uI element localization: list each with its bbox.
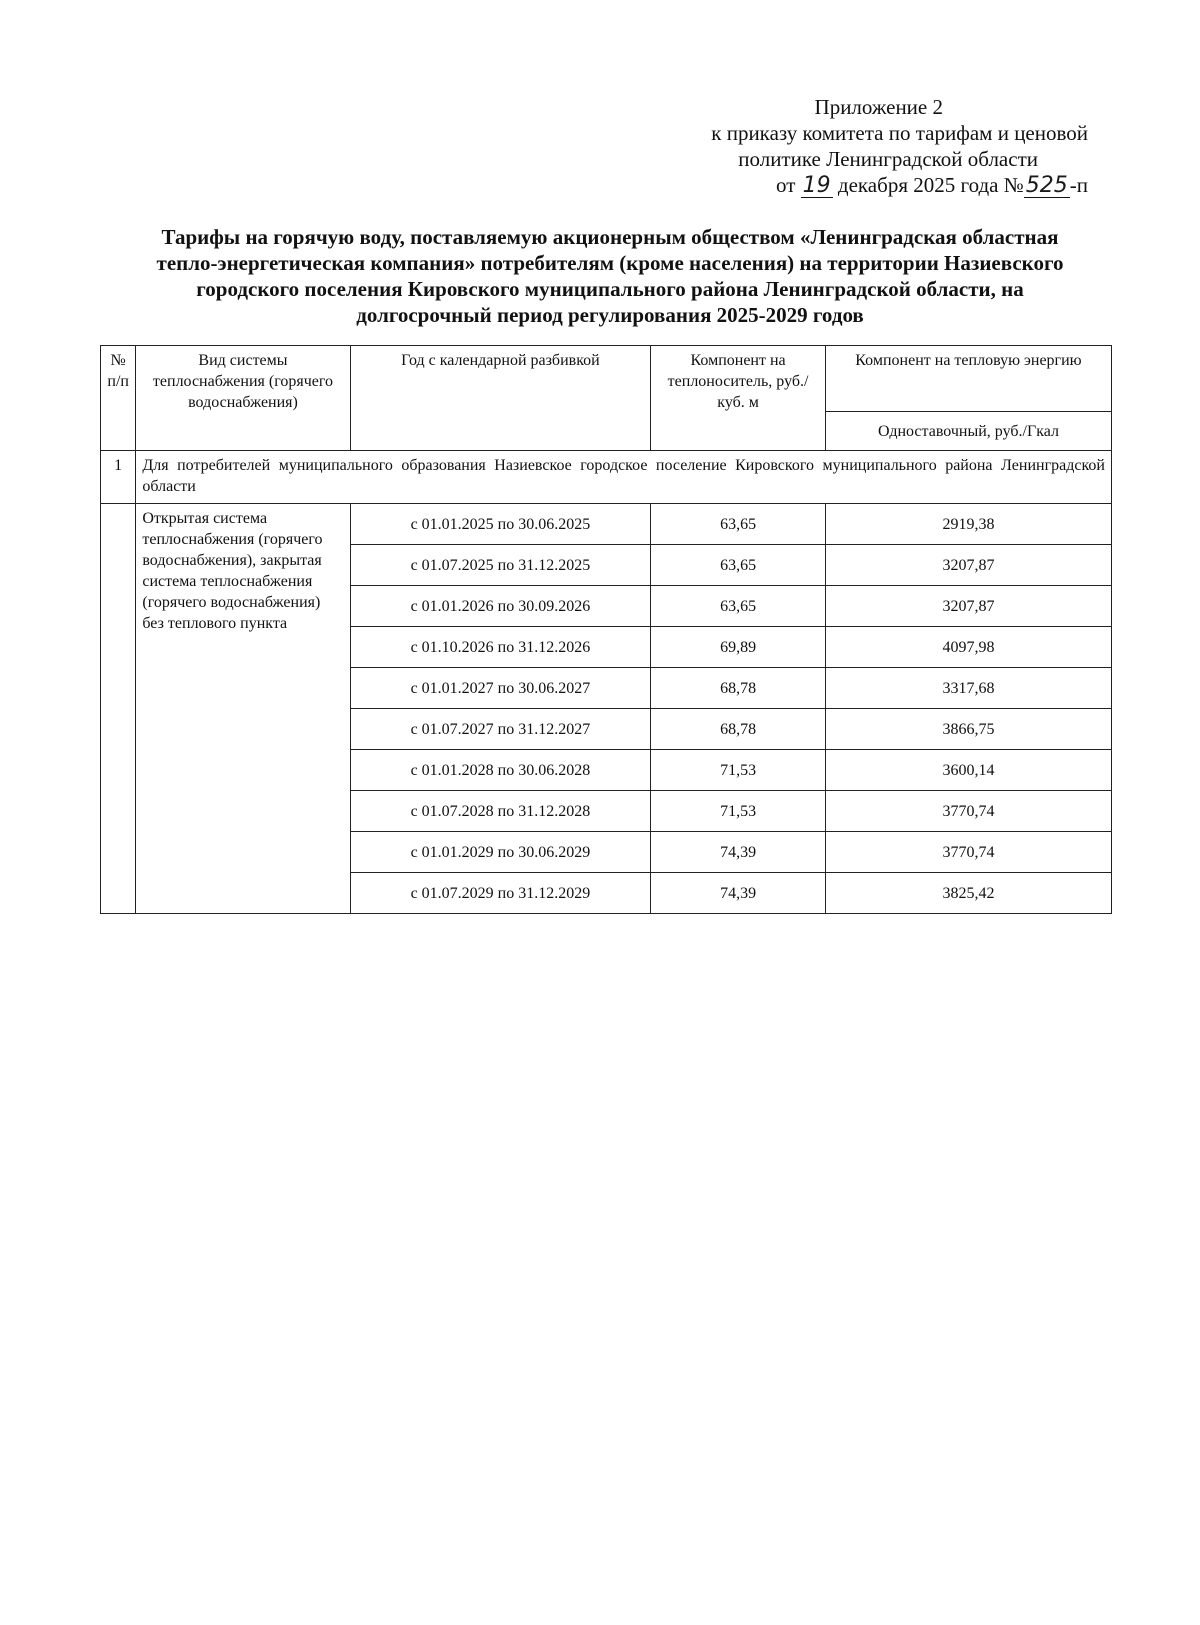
row-number-empty (101, 504, 136, 914)
header-system: Вид системы теплоснабжения (горячего водоснабжения) (136, 346, 350, 451)
period-cell: с 01.07.2028 по 31.12.2028 (350, 791, 651, 832)
carrier-cell: 71,53 (651, 750, 826, 791)
period-cell: с 01.07.2025 по 31.12.2025 (350, 545, 651, 586)
energy-cell: 4097,98 (825, 627, 1111, 668)
carrier-cell: 74,39 (651, 873, 826, 914)
group-description: Для потребителей муниципального образования Назиевское городское поселение Кировского муниципального района Ленинградской области (136, 451, 1112, 504)
carrier-cell: 68,78 (651, 709, 826, 750)
order-suffix: -п (1069, 173, 1088, 197)
carrier-cell: 63,65 (651, 504, 826, 545)
header-energy-sub: Одноставочный, руб./Гкал (825, 412, 1111, 451)
carrier-cell: 68,78 (651, 668, 826, 709)
group-row (101, 451, 1112, 504)
period-cell: с 01.01.2025 по 30.06.2025 (350, 504, 651, 545)
header-carrier: Компонент на теплоноситель, руб./куб. м (651, 346, 826, 451)
appendix-header (618, 94, 1088, 198)
energy-cell: 3207,87 (825, 545, 1111, 586)
appendix-date-line (618, 172, 1088, 198)
period-cell: с 01.01.2028 по 30.06.2028 (350, 750, 651, 791)
carrier-cell: 63,65 (651, 545, 826, 586)
carrier-cell: 71,53 (651, 791, 826, 832)
handwritten-date-day: 19 (802, 173, 831, 198)
header-energy: Компонент на тепловую энергию (825, 346, 1111, 412)
handwritten-order-number: 525 (1025, 173, 1068, 198)
date-prefix: от (776, 173, 796, 197)
period-cell: с 01.01.2027 по 30.06.2027 (350, 668, 651, 709)
period-cell: с 01.07.2027 по 31.12.2027 (350, 709, 651, 750)
table-header-row (101, 346, 1112, 412)
header-period: Год с календарной разбивкой (350, 346, 651, 451)
group-number: 1 (101, 451, 136, 504)
energy-cell: 3207,87 (825, 586, 1111, 627)
energy-cell: 3317,68 (825, 668, 1111, 709)
header-number: № п/п (101, 346, 136, 451)
energy-cell: 2919,38 (825, 504, 1111, 545)
appendix-committee: политике Ленинградской области (738, 147, 1038, 171)
period-cell: с 01.01.2026 по 30.09.2026 (350, 586, 651, 627)
energy-cell: 3866,75 (825, 709, 1111, 750)
appendix-order-ref: к приказу комитета по тарифам и ценовой (711, 121, 1088, 145)
appendix-title: Приложение 2 (814, 95, 943, 119)
period-cell: с 01.07.2029 по 31.12.2029 (350, 873, 651, 914)
period-cell: с 01.01.2029 по 30.06.2029 (350, 832, 651, 873)
date-rest: декабря 2025 года № (837, 173, 1024, 197)
energy-cell: 3770,74 (825, 832, 1111, 873)
table-row (101, 504, 1112, 545)
period-cell: с 01.10.2026 по 31.12.2026 (350, 627, 651, 668)
document-title: Тарифы на горячую воду, поставляемую акционерным обществом «Ленинградская областная тепло-энергетическая компания» потребителям (кроме населения) на территории Назиевского городского поселения Кировского муниципального района Ленинградской области, на долгосрочный период регулирования 2025-2029 годов (156, 225, 1064, 327)
carrier-cell: 69,89 (651, 627, 826, 668)
energy-cell: 3825,42 (825, 873, 1111, 914)
energy-cell: 3770,74 (825, 791, 1111, 832)
system-description: Открытая система теплоснабжения (горячего водоснабжения), закрытая система теплоснабжения (горячего водоснабжения) без теплового пункта (136, 504, 350, 914)
energy-cell: 3600,14 (825, 750, 1111, 791)
carrier-cell: 74,39 (651, 832, 826, 873)
carrier-cell: 63,65 (651, 586, 826, 627)
tariff-table (100, 345, 1112, 914)
